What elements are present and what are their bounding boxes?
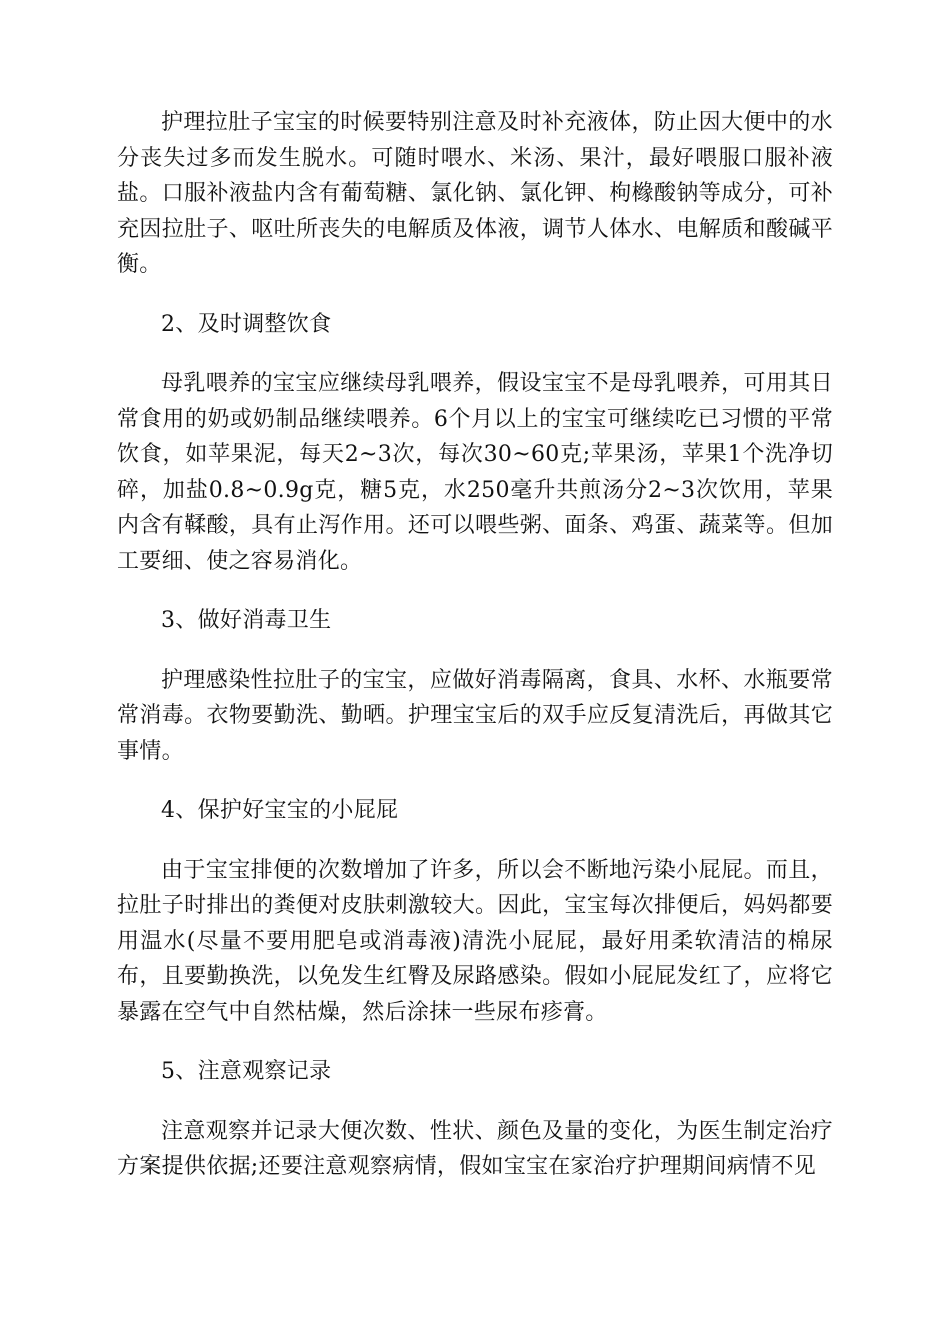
paragraph-hygiene: 护理感染性拉肚子的宝宝，应做好消毒隔离，食具、水杯、水瓶要常常消毒。衣物要勤洗、勤晒。护理宝宝后的双手应反复清洗后，再做其它事情。 — [117, 667, 833, 764]
paragraph-rehydration: 护理拉肚子宝宝的时候要特别注意及时补充液体，防止因大便中的水分丧失过多而发生脱水。可随时喂水、米汤、果汁，最好喂服口服补液盐。口服补液盐内含有葡萄糖、氯化钠、氯化钾、枸橼酸钠等成分，可补充因拉肚子、呕吐所丧失的电解质及体液，调节人体水、电解质和酸碱平衡。 — [117, 110, 833, 277]
section-heading-observation: 5、注意观察记录 — [161, 1059, 332, 1084]
section-heading-hygiene: 3、做好消毒卫生 — [161, 608, 332, 633]
section-heading-bottom-care: 4、保护好宝宝的小屁屁 — [161, 798, 399, 823]
paragraph-diet: 母乳喂养的宝宝应继续母乳喂养，假设宝宝不是母乳喂养，可用其日常食用的奶或奶制品继续喂养。6个月以上的宝宝可继续吃已习惯的平常饮食，如苹果泥，每天2~3次，每次30~60克;苹果汤，苹果1个洗净切碎，加盐0.8~0.9g克，糖5克，水250毫升共煎汤分2~3次饮用，苹果内含有鞣酸，具有止泻作用。还可以喂些粥、面条、鸡蛋、蔬菜等。但加工要细、使之容易消化。 — [117, 371, 833, 574]
document-body — [117, 105, 833, 1209]
paragraph-bottom-care: 由于宝宝排便的次数增加了许多，所以会不断地污染小屁屁。而且，拉肚子时排出的粪便对皮肤刺激较大。因此，宝宝每次排便后，妈妈都要用温水(尽量不要用肥皂或消毒液)清洗小屁屁，最好用柔软清洁的棉尿布，且要勤换洗，以免发生红臀及尿路感染。假如小屁屁发红了，应将它暴露在空气中自然枯燥，然后涂抹一些尿布疹膏。 — [117, 857, 833, 1025]
paragraph-observation: 注意观察并记录大便次数、性状、颜色及量的变化，为医生制定治疗方案提供依据;还要注意观察病情，假如宝宝在家治疗护理期间病情不见 — [117, 1118, 833, 1179]
section-heading-diet: 2、及时调整饮食 — [161, 311, 332, 337]
